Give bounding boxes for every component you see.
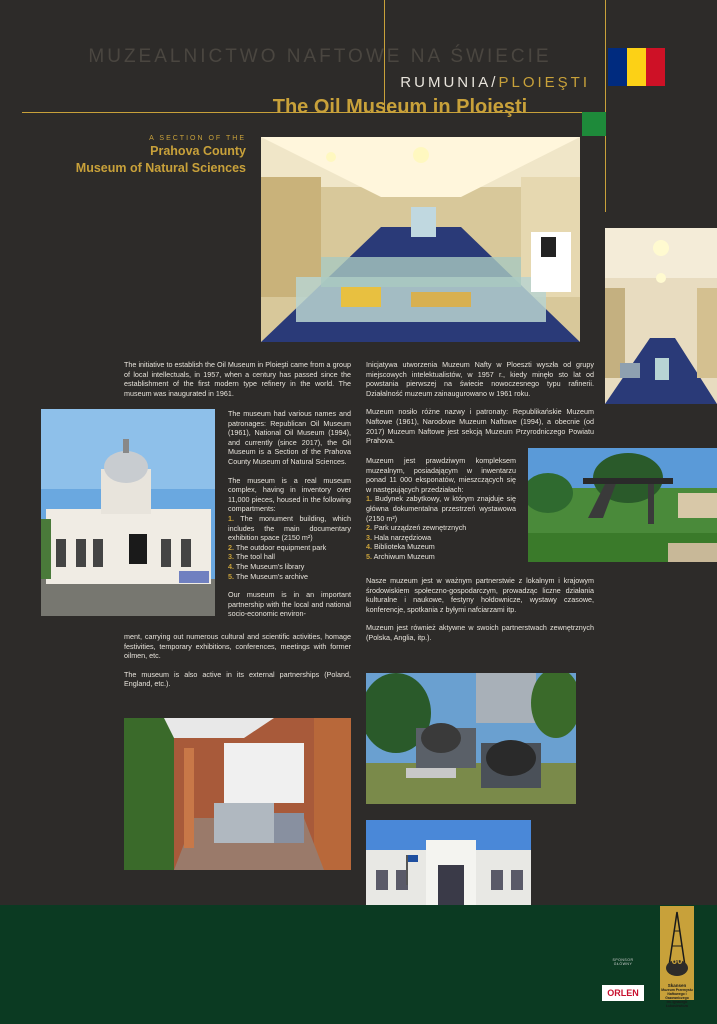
photo-hallway	[605, 228, 717, 404]
section-caption	[40, 135, 246, 176]
flag-stripe-yellow	[627, 48, 646, 86]
country-name: RUMUNIA	[400, 74, 492, 91]
english-paragraph-4a: Our museum is in an important partnership with the local and national socio-economic environ-	[228, 590, 351, 619]
list-item: 5. Archiwum Muzeum	[366, 551, 435, 561]
list-item: 2. Park urządzeń zewnętrznych	[366, 523, 467, 533]
english-paragraph-3: The museum is a real museum complex, having in inventory over 11,000 pieces, housed in the following compartments:	[228, 475, 351, 514]
list-item: 4. Biblioteka Muzeum	[366, 542, 435, 552]
polish-compartment-list	[366, 494, 516, 561]
flag-stripe-blue	[608, 48, 627, 86]
series-title: MUZEALNICTWO NAFTOWE NA ŚWIECIE	[88, 46, 552, 67]
english-column-right	[228, 409, 351, 619]
list-item: 3. The tool hall	[228, 552, 276, 562]
english-paragraph-4b: ment, carrying out numerous cultural and scientific activities, homage festivities, temporary exhibitions, conferences, meetings with former oilmen, etc.	[124, 632, 351, 661]
list-item: 2. The outdoor equipment park	[228, 542, 327, 552]
polish-paragraph-4: Nasze muzeum jest w ważnym partnerstwie z lokalnym i krajowym środowiskiem społeczno-gospodarczym, prowadząc liczne działania kulturalne i naukowe, festyny hołdownicze, wystawy czasowe, konferencje, spotkania z byłymi nafciarzami itp.	[366, 576, 594, 614]
list-item: 3. Hala narzędziowa	[366, 532, 432, 542]
polish-paragraph-5: Muzeum jest również aktywne w swoich partnerstwach zewnętrznych (Polska, Anglia, itp.).	[366, 623, 594, 642]
flag-stripe-red	[646, 48, 665, 86]
photo-monument-building	[41, 409, 215, 616]
polish-paragraph-2: Muzeum nosiło różne nazwy i patronaty: Republikańskie Muzeum Naftowe (1961), Narodowe Muzeum Naftowe (1994), a obecnie (od 2017) Muzeum Naftowe jest sekcją Muzeum Przyrodniczego Powiatu Prahova.	[366, 407, 594, 446]
polish-closing	[366, 576, 594, 652]
vertical-rule-right	[605, 0, 606, 212]
badge-caption: Skansen Muzeum Przemysłu Naftowego i Gazowniczego im. Ignacego Łukasiewicza	[661, 983, 693, 1008]
sponsor-label: SPONSOR GŁÓWNY	[612, 958, 634, 966]
city-name: PLOIEŞTI	[498, 74, 590, 91]
photo-tool-hall	[124, 718, 351, 870]
english-paragraph-2: The museum had various names and patronages: Republican Oil Museum (1961), National Oil Museum (1994), and currently (since 2017), the Oil Museum is a Section of the Prahova County Museum of Natural Sciences.	[228, 409, 351, 466]
romania-flag	[608, 48, 665, 86]
main-title: The Oil Museum in Ploieşti	[272, 96, 528, 118]
orlen-logo: ORLEN	[602, 985, 644, 1001]
photo-outdoor-machinery	[366, 673, 576, 804]
english-paragraph-1: The initiative to establish the Oil Museum in Ploieşti came from a group of local intellectuals, in 1957, when a century has passed since the establishment of the first modern type refinery in the world. The museum was inaugurated in 1961.	[124, 360, 351, 398]
country-city-line	[300, 74, 590, 91]
english-continuation	[124, 632, 351, 698]
polish-intro	[366, 360, 594, 455]
badge-number: 60	[671, 956, 683, 967]
photo-exhibition-hall	[261, 137, 580, 342]
english-compartment-list	[228, 514, 351, 581]
list-item: 5. The Museum's archive	[228, 571, 308, 581]
section-caption-small: A SECTION OF THE	[149, 135, 246, 142]
polish-column-left	[366, 456, 516, 562]
polish-paragraph-1: Inicjatywa utworzenia Muzeum Nafty w Ploeszti wyszła od grupy miejscowych intelektualistów, w 1957 r., kiedy minęło sto lat od powstania pierwszej na świecie nowoczesnego typu rafinerii. Działalność muzeum zainaugurowano w 1961 roku.	[366, 360, 594, 398]
section-caption-line2: Museum of Natural Sciences	[75, 161, 246, 175]
green-accent-square	[582, 112, 606, 136]
english-paragraph-5: The museum is also active in its external partnerships (Poland, England, etc.).	[124, 669, 351, 689]
photo-outdoor-pumpjack	[528, 448, 717, 562]
english-intro	[124, 360, 351, 407]
polish-paragraph-3: Muzeum jest prawdziwym kompleksem muzealnym, posiadającym w inwentarzu ponad 11 000 eksponatów, mieszczących się w następujących przedziałach:	[366, 456, 516, 494]
section-caption-line1: Prahova County	[150, 144, 246, 158]
list-item: 1. The monument building, which includes the main documentary exhibition space (2150 m²)	[228, 513, 351, 543]
list-item: 1. Budynek zabytkowy, w którym znajduje się główna dokumentalna przestrzeń wystawowa (2150 m²)	[366, 494, 516, 523]
separator: /	[491, 74, 499, 91]
list-item: 4. The Museum's library	[228, 561, 305, 571]
